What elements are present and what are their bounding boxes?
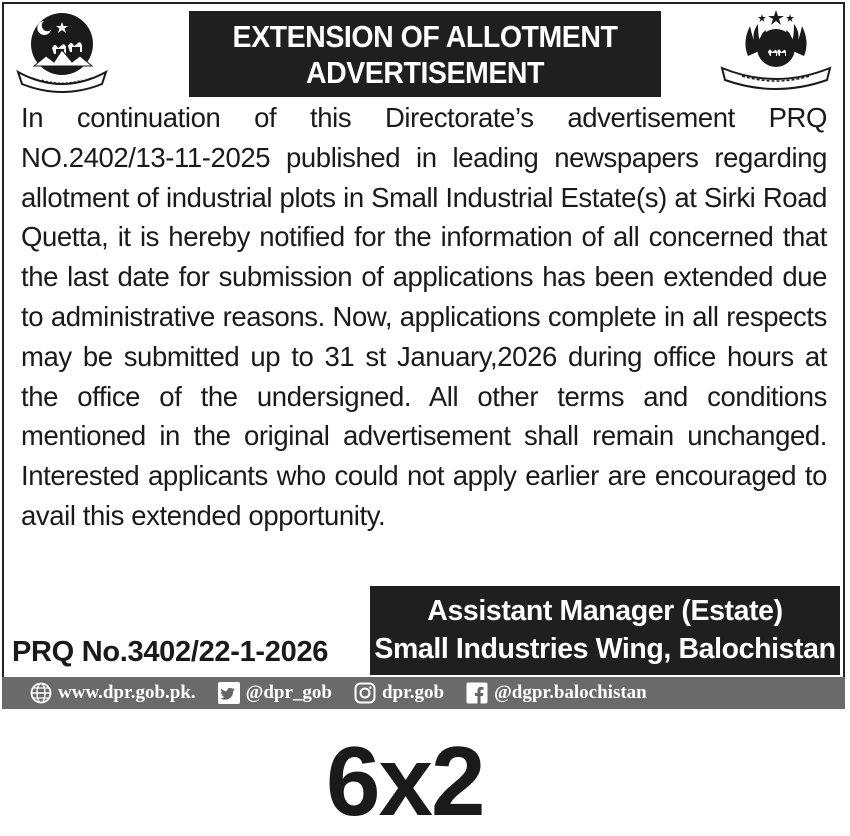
footer-instagram[interactable] bbox=[354, 682, 444, 704]
notice-title-box bbox=[189, 11, 661, 97]
notice-title-line-1: EXTENSION OF ALLOTMENT bbox=[232, 19, 618, 54]
ad-size-label: 6x2 bbox=[326, 726, 484, 836]
contact-footer-bar bbox=[2, 677, 845, 709]
instagram-icon bbox=[354, 682, 376, 704]
footer-twitter[interactable] bbox=[218, 682, 332, 704]
signatory-box bbox=[370, 586, 840, 675]
signatory-office: Small Industries Wing, Balochistan bbox=[374, 633, 836, 665]
website-text: www.dpr.gob.pk. bbox=[58, 682, 196, 703]
notice-title-line-2: ADVERTISEMENT bbox=[305, 55, 545, 90]
footer-website[interactable] bbox=[30, 682, 196, 704]
signatory-designation: Assistant Manager (Estate) bbox=[427, 595, 783, 627]
dgpr-emblem-logo bbox=[718, 8, 834, 94]
facebook-handle: @dgpr.balochistan bbox=[494, 682, 647, 703]
balochistan-emblem-logo bbox=[14, 8, 110, 94]
notice-body-text: In continuation of this Directorate’s advertisement PRQ NO.2402/13-11-2025 published in leading newspapers regarding allotment of industrial plots in Small Industrial Estate(s) at Sirki Road Quetta, it is hereby notified for the information of all concerned that the last date for submission of applications has been extended due to administrative reasons. Now, applications complete in all respects may be submitted up to 31 st January,2026 during office hours at the office of the undersigned. All other terms and conditions mentioned in the original advertisement shall remain unchanged. Interested applicants who could not apply earlier are encouraged to avail this extended opportunity. bbox=[21, 102, 827, 531]
globe-icon bbox=[30, 682, 52, 704]
prq-number: PRQ No.3402/22-1-2026 bbox=[12, 636, 329, 668]
twitter-icon bbox=[218, 682, 240, 704]
twitter-handle: @dpr_gob bbox=[245, 682, 332, 703]
footer-facebook[interactable] bbox=[466, 682, 647, 704]
facebook-icon bbox=[466, 682, 488, 704]
instagram-handle: dpr.gob bbox=[381, 682, 445, 703]
